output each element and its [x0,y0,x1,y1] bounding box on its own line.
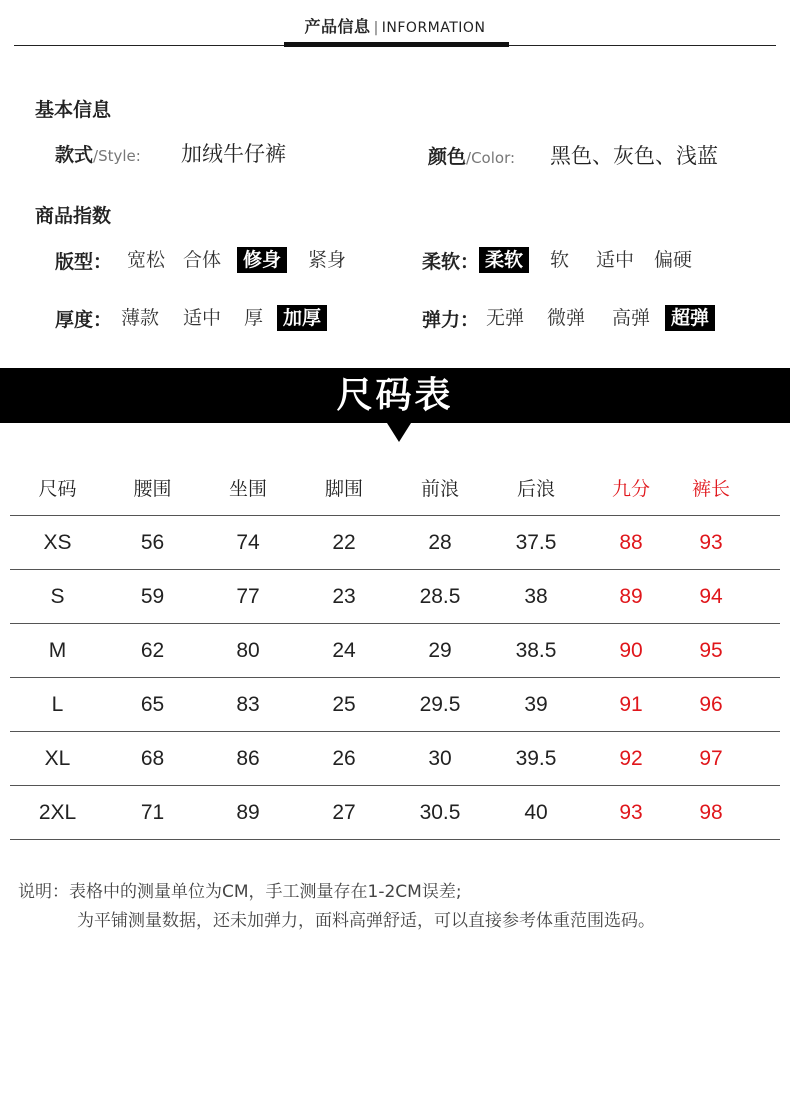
style-label-en: /Style: [93,147,141,165]
thickness-option-thin: 薄款 [121,307,160,329]
table-row [10,678,780,732]
header-size: 尺码 [38,478,77,500]
cell-pants-length: 98 [699,801,723,824]
cell-front-rise: 29.5 [419,693,461,716]
softness-label: 柔软： [422,251,480,273]
cell-hip: 83 [236,693,260,716]
cell-pants-length: 97 [699,747,723,770]
table-row [10,732,780,786]
elasticity-option-high: 高弹 [612,307,651,329]
cell-hip: 89 [236,801,260,824]
cell-ankle-length: 93 [619,801,643,824]
cell-size: M [48,639,67,662]
thickness-option-thick: 厚 [244,307,264,329]
elasticity-option-super-selected: 超弹 [665,305,715,331]
cell-waist: 68 [140,747,165,770]
cell-size: XL [44,747,71,770]
cell-ankle-length: 92 [619,747,643,770]
softness-option-soft-selected: 柔软 [479,247,529,273]
softness-option-stiff: 偏硬 [654,249,693,271]
row-divider [10,839,780,840]
note-text-1: 表格中的测量单位为CM，手工测量存在1-2CM误差; [69,882,462,902]
header-waist: 腰围 [133,478,172,500]
size-table-body [10,516,780,840]
cell-waist: 56 [140,531,165,554]
cell-pants-length: 94 [699,585,723,608]
table-row [10,786,780,840]
fit-option-slim-selected: 修身 [237,247,287,273]
header-separator: | [373,20,379,36]
color-value: 黑色、灰色、浅蓝 [550,144,718,168]
header-leg-opening: 脚围 [324,478,363,500]
header-title-en: INFORMATION [381,20,486,36]
cell-back-rise: 39.5 [515,747,557,770]
cell-ankle-length: 91 [619,693,643,716]
cell-back-rise: 37.5 [515,531,557,554]
cell-size: 2XL [38,801,77,824]
cell-pants-length: 93 [699,531,723,554]
cell-front-rise: 28.5 [419,585,461,608]
cell-size: L [51,693,64,716]
color-label-zh: 颜色 [428,146,467,168]
fit-option-tight: 紧身 [308,249,347,271]
softness-option-medium: 适中 [596,249,635,271]
size-table [10,462,780,840]
cell-hip: 74 [236,531,260,554]
cell-leg-opening: 22 [332,531,356,554]
cell-hip: 86 [236,747,260,770]
cell-waist: 59 [140,585,165,608]
cell-leg-opening: 25 [332,693,356,716]
header-front-rise: 前浪 [420,478,459,500]
cell-front-rise: 29 [428,639,452,662]
note-line-1 [18,877,462,902]
fit-option-loose: 宽松 [127,249,166,271]
cell-front-rise: 30 [428,747,452,770]
header-pants-length: 裤长 [691,478,730,500]
softness-option-slightly-soft: 软 [550,249,570,271]
cell-ankle-length: 88 [619,531,643,554]
cell-leg-opening: 23 [332,585,356,608]
banner-down-arrow-icon [387,423,411,442]
style-label-zh: 款式 [55,144,94,166]
style-value: 加绒牛仔裤 [181,142,286,166]
cell-front-rise: 28 [428,531,452,554]
cell-leg-opening: 26 [332,747,356,770]
fit-label: 版型： [55,251,113,273]
cell-hip: 77 [236,585,260,608]
fit-option-regular: 合体 [183,249,222,271]
cell-size: XS [43,531,72,554]
size-table-header [10,462,780,516]
cell-size: S [50,585,65,608]
cell-back-rise: 38.5 [515,639,557,662]
table-row [10,624,780,678]
cell-hip: 80 [236,639,260,662]
cell-waist: 62 [140,639,165,662]
elasticity-option-slight: 微弹 [547,307,586,329]
cell-front-rise: 30.5 [419,801,461,824]
cell-waist: 71 [140,801,165,824]
cell-leg-opening: 27 [332,801,356,824]
note-label: 说明： [18,882,69,902]
cell-pants-length: 95 [699,639,723,662]
basic-info-heading: 基本信息 [35,99,112,121]
product-index-heading: 商品指数 [35,205,112,227]
cell-ankle-length: 89 [619,585,643,608]
elasticity-label: 弹力： [422,309,480,331]
cell-back-rise: 39 [524,693,548,716]
header-back-rise: 后浪 [516,478,555,500]
page-header-title [0,14,790,37]
cell-waist: 65 [140,693,165,716]
style-label [55,140,141,167]
note-line-2: 为平铺测量数据，还未加弹力，面料高弹舒适，可以直接参考体重范围选码。 [77,911,655,931]
header-title-zh: 产品信息 [304,17,371,36]
header-underline-bar [284,42,509,47]
thickness-option-extra-thick-selected: 加厚 [277,305,327,331]
cell-back-rise: 38 [524,585,548,608]
table-row [10,516,780,570]
elasticity-option-none: 无弹 [486,307,525,329]
table-row [10,570,780,624]
thickness-option-medium: 适中 [183,307,222,329]
size-chart-title: 尺码表 [336,375,454,416]
cell-back-rise: 40 [524,801,548,824]
thickness-label: 厚度： [55,309,113,331]
header-ankle-length: 九分 [611,478,650,500]
color-label [428,142,515,169]
header-hip: 坐围 [228,478,267,500]
cell-ankle-length: 90 [619,639,643,662]
cell-pants-length: 96 [699,693,723,716]
color-label-en: /Color: [466,149,516,167]
cell-leg-opening: 24 [332,639,356,662]
